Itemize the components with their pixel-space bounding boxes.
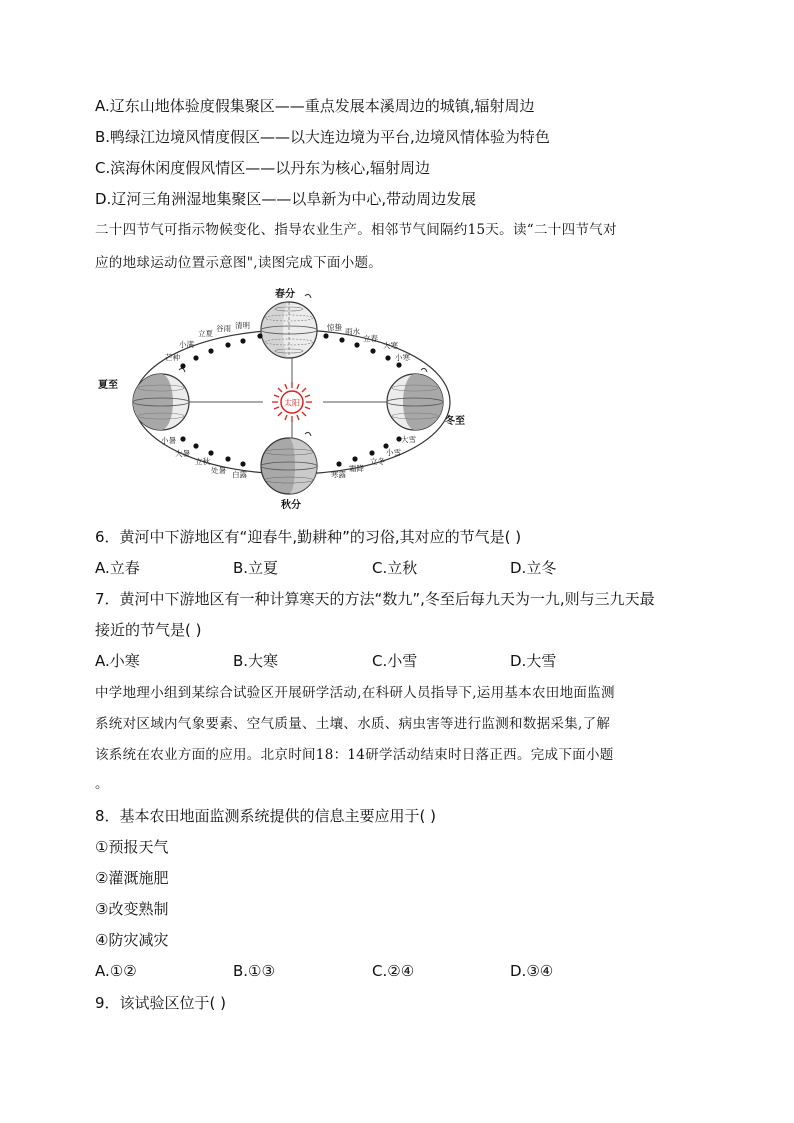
q8-option-d: D.③④ bbox=[510, 962, 554, 980]
q5-option-a: A.辽东山地体验度假集聚区——重点发展本溪周边的城镇,辐射周边 bbox=[95, 97, 535, 115]
term-guyu: 谷雨 bbox=[216, 324, 231, 333]
monitor-intro-line4: 。 bbox=[95, 776, 109, 792]
q8-item-2: ②灌溉施肥 bbox=[95, 869, 169, 887]
q7-option-c: C.小雪 bbox=[372, 652, 418, 670]
solar-terms-intro-line1: 二十四节气可指示物候变化、指导农业生产。相邻节气间隔约15天。读“二十四节气对 bbox=[95, 222, 617, 238]
q5-option-b: B.鸭绿江边境风情度假区——以大连边境为平台,边境风情体验为特色 bbox=[95, 128, 550, 146]
term-chushu: 处暑 bbox=[211, 466, 226, 475]
autumn-globe bbox=[261, 432, 317, 511]
term-yushui: 雨水 bbox=[345, 327, 360, 336]
term-liqiu: 立秋 bbox=[195, 457, 210, 466]
winter-globe bbox=[387, 368, 465, 430]
solar-terms-orbit-diagram bbox=[95, 284, 465, 514]
q7-option-d: D.大雪 bbox=[510, 652, 557, 670]
q7-stem-line1: 7．黄河中下游地区有一种计算寒天的方法“数九”,冬至后每九天为一九,则与三九天最 bbox=[95, 590, 655, 608]
term-mangzhong: 芒种 bbox=[165, 353, 180, 362]
term-lichun: 立春 bbox=[363, 334, 378, 343]
term-lixia: 立夏 bbox=[198, 329, 213, 338]
term-daxue: 大雪 bbox=[401, 435, 416, 444]
q6-option-d: D.立冬 bbox=[510, 559, 557, 577]
q7-option-a: A.小寒 bbox=[95, 652, 140, 670]
spring-equinox-label: 春分 bbox=[275, 289, 295, 300]
q5-option-d: D.辽河三角洲湿地集聚区——以阜新为中心,带动周边发展 bbox=[95, 190, 477, 208]
q6-option-b: B.立夏 bbox=[233, 559, 279, 577]
term-jingzhe: 惊蛰 bbox=[327, 323, 342, 332]
q9-stem: 9．该试验区位于( ) bbox=[95, 994, 227, 1012]
sun-label: 太阳 bbox=[284, 398, 300, 408]
spring-globe bbox=[261, 287, 317, 358]
q8-item-4: ④防灾减灾 bbox=[95, 931, 169, 949]
q8-option-c: C.②④ bbox=[372, 962, 415, 980]
sun-icon bbox=[272, 382, 312, 422]
term-xiaoxue: 小雪 bbox=[386, 448, 401, 457]
monitor-intro-line2: 系统对区域内气象要素、空气质量、土壤、水质、病虫害等进行监测和数据采集,了解 bbox=[95, 716, 611, 732]
q8-option-a: A.①② bbox=[95, 962, 137, 980]
q8-item-1: ①预报天气 bbox=[95, 838, 169, 856]
q5-option-c: C.滨海休闲度假风情区——以丹东为核心,辐射周边 bbox=[95, 159, 431, 177]
term-dashu: 大暑 bbox=[175, 449, 190, 458]
q7-option-b: B.大寒 bbox=[233, 652, 279, 670]
term-xiaoman: 小满 bbox=[179, 340, 194, 349]
term-qingming: 清明 bbox=[235, 321, 250, 330]
q6-stem: 6．黄河中下游地区有“迎春牛,勤耕种”的习俗,其对应的节气是( ) bbox=[95, 528, 522, 546]
q8-stem: 8．基本农田地面监测系统提供的信息主要应用于( ) bbox=[95, 807, 437, 825]
q6-option-a: A.立春 bbox=[95, 559, 140, 577]
term-shuangjiang: 霜降 bbox=[349, 464, 364, 473]
q6-option-c: C.立秋 bbox=[372, 559, 418, 577]
monitor-intro-line1: 中学地理小组到某综合试验区开展研学活动,在科研人员指导下,运用基本农田地面监测 bbox=[95, 685, 615, 701]
term-xiaoshu: 小暑 bbox=[161, 436, 176, 445]
solar-terms-intro-line2: 应的地球运动位置示意图",读图完成下面小题。 bbox=[95, 255, 383, 271]
q8-option-b: B.①③ bbox=[233, 962, 275, 980]
summer-solstice-label: 夏至 bbox=[98, 380, 118, 391]
winter-solstice-label: 冬至 bbox=[445, 416, 465, 427]
term-bailu: 白露 bbox=[232, 470, 247, 479]
q7-stem-line2: 接近的节气是( ) bbox=[95, 621, 202, 639]
term-hanlu: 寒露 bbox=[331, 470, 346, 479]
term-lidong: 立冬 bbox=[370, 457, 385, 466]
monitor-intro-line3: 该系统在农业方面的应用。北京时间18：14研学活动结束时日落正西。完成下面小题 bbox=[95, 747, 614, 763]
autumn-equinox-label: 秋分 bbox=[281, 500, 301, 511]
term-xiaohan: 小寒 bbox=[395, 353, 410, 362]
q8-item-3: ③改变熟制 bbox=[95, 900, 169, 918]
term-dahan: 大寒 bbox=[383, 341, 398, 350]
